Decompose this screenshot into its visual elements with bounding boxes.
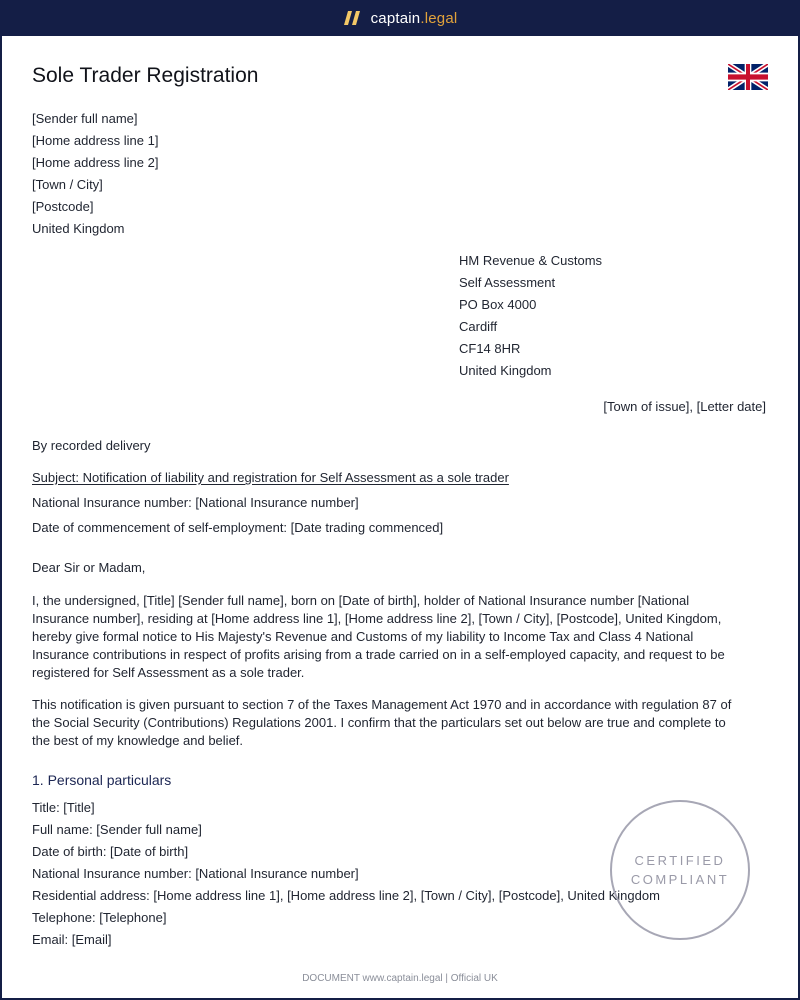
commencement-date-line: Date of commencement of self-employment: [Date trading commenced] bbox=[32, 520, 444, 535]
particular-item: Title: [Title] bbox=[32, 800, 95, 815]
stamp-line: CERTIFIED bbox=[634, 853, 726, 868]
place-and-date: [Town of issue], [Letter date] bbox=[603, 399, 766, 414]
brand-name: captain.legal bbox=[370, 9, 458, 27]
particular-item: National Insurance number: [National Insurance number] bbox=[32, 866, 359, 881]
particular-item: Telephone: [Telephone] bbox=[32, 910, 167, 925]
sender-address-line: [Postcode] bbox=[32, 199, 94, 214]
sender-address-line: [Home address line 2] bbox=[32, 155, 159, 170]
uk-flag-icon bbox=[728, 64, 768, 90]
page-title: Sole Trader Registration bbox=[32, 64, 259, 87]
sender-address-line: [Sender full name] bbox=[32, 111, 138, 126]
recipient-address-line: HM Revenue & Customs bbox=[459, 253, 603, 268]
sender-address-line: United Kingdom bbox=[32, 221, 125, 236]
recipient-address-line: PO Box 4000 bbox=[459, 297, 537, 312]
sender-address-line: [Home address line 1] bbox=[32, 133, 159, 148]
particular-item: Full name: [Sender full name] bbox=[32, 822, 202, 837]
top-bar bbox=[0, 0, 800, 36]
recipient-address-line: Cardiff bbox=[459, 319, 498, 334]
double-slash-logo-icon bbox=[343, 10, 363, 26]
stamp-line: COMPLIANT bbox=[630, 872, 730, 887]
brand-suffix: .legal bbox=[420, 9, 458, 27]
salutation: Dear Sir or Madam, bbox=[32, 560, 146, 575]
national-insurance-line: National Insurance number: [National Insurance number] bbox=[32, 495, 359, 510]
subject-line: Subject: Notification of liability and registration for Self Assessment as a sole trader bbox=[32, 470, 509, 485]
body-paragraph: This notification is given pursuant to section 7 of the Taxes Management Act 1970 and in accordance with regulation 87 of the Social Security (Contributions) Regulations 2001. I confirm that the particulars set out below are true and complete to the best of my knowledge and belief. bbox=[32, 697, 732, 748]
particular-item: Date of birth: [Date of birth] bbox=[32, 844, 189, 859]
brand[interactable] bbox=[343, 10, 458, 27]
particular-item: Residential address: [Home address line 1], [Home address line 2], [Town / City], [Postcode], United Kingdom bbox=[32, 888, 660, 903]
sender-address-line: [Town / City] bbox=[32, 177, 103, 192]
page-footer: DOCUMENT www.captain.legal | Official UK bbox=[302, 973, 498, 984]
recipient-address-line: CF14 8HR bbox=[459, 341, 521, 356]
personal-particulars bbox=[32, 797, 660, 951]
section-heading: 1. Personal particulars bbox=[32, 772, 172, 788]
recipient-address-line: Self Assessment bbox=[459, 275, 556, 290]
sender-address bbox=[32, 108, 158, 240]
recipient-address-line: United Kingdom bbox=[459, 363, 552, 378]
body-paragraph: I, the undersigned, [Title] [Sender full name], born on [Date of birth], holder of National Insurance number [National Insurance number], residing at [Home address line 1], [Home address line 2], [Town / City], [Postcode], United Kingdom, hereby give formal notice to His Majesty's Revenue and Customs of my liability to Income Tax and Class 4 National Insurance contributions in respect of profits arising from a trade carried on in a self-employed capacity, and request to be registered for Self Assessment as a sole trader. bbox=[32, 593, 725, 680]
delivery-method: By recorded delivery bbox=[32, 438, 151, 453]
particular-item: Email: [Email] bbox=[32, 932, 112, 947]
recipient-address bbox=[459, 250, 602, 382]
certified-compliant-stamp bbox=[610, 800, 750, 940]
